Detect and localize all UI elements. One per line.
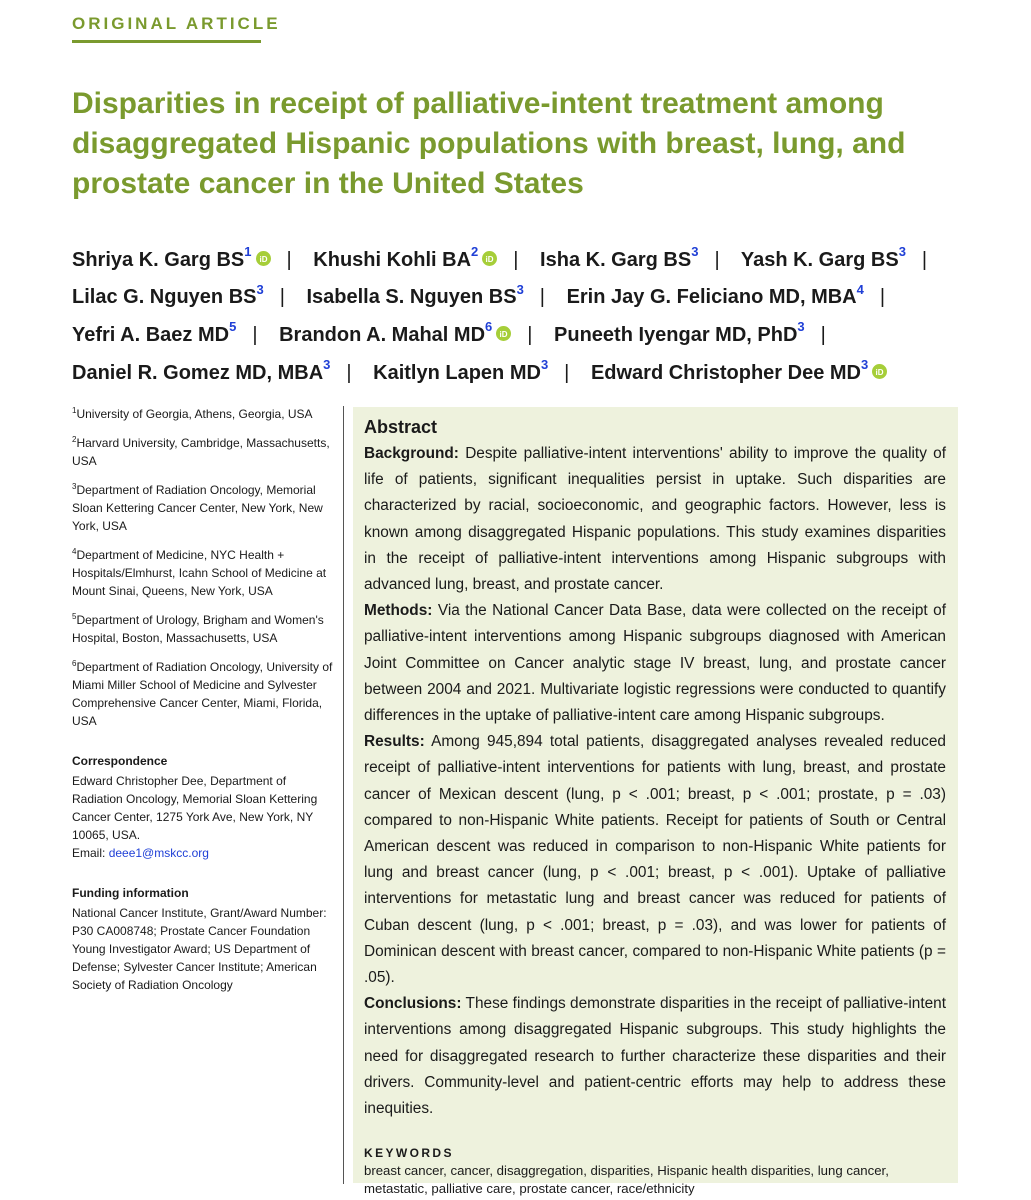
author-separator: | <box>820 323 826 346</box>
author-entry <box>72 244 271 271</box>
author-name: Yefri A. Baez MD <box>72 323 230 346</box>
svg-text:iD: iD <box>485 254 494 264</box>
affiliation-text: Department of Radiation Oncology, Memorial Sloan Kettering Cancer Center, New York, New York, USA <box>72 483 323 533</box>
keywords-heading: KEYWORDS <box>364 1146 454 1161</box>
affiliation-item <box>72 608 334 647</box>
affiliation-item <box>72 402 334 423</box>
correspondence-email-row <box>72 844 334 862</box>
author-affiliation-marker[interactable]: 6 <box>485 319 493 335</box>
author-affiliation-marker[interactable]: 3 <box>540 356 549 372</box>
affiliation-text: Harvard University, Cambridge, Massachusetts, USA <box>72 436 330 468</box>
article-title: Disparities in receipt of palliative-intent treatment among disaggregated Hispanic populations with breast, lung, and prostate cancer in the United States <box>72 87 906 200</box>
affiliation-number: 1 <box>72 406 77 415</box>
affiliation-number: 4 <box>72 547 77 556</box>
affiliation-list <box>72 402 334 730</box>
orcid-icon[interactable] <box>496 326 511 341</box>
author-name: Yash K. Garg BS <box>740 248 899 271</box>
author-separator: | <box>539 286 545 309</box>
abstract-conclusions <box>364 991 946 1122</box>
results-text: Among 945,894 total patients, disaggregated analyses revealed reduced receipt of palliative-intent interventions for patients with lung, breast, and prostate cancer of Mexican descent (lung, p < .001; breast, p < .001; prostate, p = .03) compared to non-Hispanic White patients. Receipt for patients of South or Central American descent was reduced in comparison to non-Hispanic White patients for lung and breast cancer (lung, p < .001; breast, p < .001). Uptake of palliative interventions for metastatic lung and breast cancer was reduced for patients of Cuban descent (lung, p < .001; breast, p = .03), and was lower for patients of Dominican descent with breast cancer, compared to non-Hispanic White patients (p = .05). <box>364 733 946 987</box>
author-entry <box>740 244 906 271</box>
abstract-heading: Abstract <box>364 417 438 437</box>
affiliation-text: Department of Urology, Brigham and Women's Hospital, Boston, Massachusetts, USA <box>72 613 324 645</box>
author-name: Shriya K. Garg BS <box>72 248 245 271</box>
correspondence-heading: Correspondence <box>72 754 168 768</box>
author-entry <box>279 319 511 346</box>
results-label: Results: <box>364 733 425 751</box>
author-affiliation-marker[interactable]: 3 <box>797 319 805 335</box>
author-separator: | <box>527 323 533 346</box>
author-affiliation-marker[interactable]: 3 <box>860 356 869 372</box>
author-name: Kaitlyn Lapen MD <box>373 361 541 384</box>
email-link[interactable]: deee1@mskcc.org <box>108 846 209 860</box>
author-entry <box>554 319 805 346</box>
author-separator: | <box>921 248 928 271</box>
author-affiliation-marker[interactable]: 3 <box>256 281 264 297</box>
author-name: Puneeth Iyengar MD, PhD <box>554 323 798 346</box>
abstract-methods <box>364 598 946 729</box>
correspondence-text: Edward Christopher Dee, Department of Radiation Oncology, Memorial Sloan Kettering Cancer Center, 1275 York Ave, New York, NY 10065, USA. <box>72 774 318 842</box>
affiliation-number: 2 <box>72 435 77 444</box>
author-entry <box>72 319 237 346</box>
author-separator: | <box>286 248 292 271</box>
author-entry <box>313 244 497 271</box>
author-separator: | <box>252 323 258 346</box>
column-divider <box>343 406 344 1184</box>
affiliation-text: Department of Medicine, NYC Health + Hospitals/Elmhurst, Icahn School of Medicine at Mount Sinai, Queens, New York, USA <box>72 548 327 598</box>
affiliation-number: 5 <box>72 612 77 621</box>
orcid-icon[interactable] <box>482 251 497 266</box>
author-affiliation-marker[interactable]: 3 <box>898 244 906 259</box>
affiliation-item <box>72 655 334 730</box>
email-label: Email: <box>72 846 106 860</box>
conclusions-text: These findings demonstrate disparities in the receipt of palliative-intent interventions among disaggregated Hispanic subgroups. This study highlights the need for disaggregated research to further characterize these disparities and their drivers. Community-level and patient-centric efforts may help to address these inequities. <box>364 995 946 1118</box>
author-name: Isabella S. Nguyen BS <box>306 286 517 309</box>
funding-text: National Cancer Institute, Grant/Award Number: P30 CA008748; Prostate Cancer Foundation Young Investigator Award; US Department of Defense; Sylvester Cancer Institute; American Society of Radiation Oncology <box>72 906 327 992</box>
abstract-background <box>364 441 946 598</box>
author-affiliation-marker[interactable]: 3 <box>516 281 524 297</box>
affiliation-item <box>72 431 334 470</box>
section-underline <box>72 40 261 43</box>
author-entry <box>72 281 264 309</box>
affiliation-number: 6 <box>72 659 77 668</box>
affiliation-text: Department of Radiation Oncology, University of Miami Miller School of Medicine and Sylvester Comprehensive Cancer Center, Miami, Florida, USA <box>72 660 333 728</box>
author-affiliation-marker[interactable]: 3 <box>323 356 331 372</box>
section-label: ORIGINAL ARTICLE <box>72 14 281 33</box>
author-entry <box>540 244 699 271</box>
author-list <box>72 238 972 389</box>
author-name: Khushi Kohli BA <box>313 248 472 271</box>
author-separator: | <box>879 286 886 309</box>
author-separator: | <box>513 248 519 271</box>
author-name: Daniel R. Gomez MD, MBA <box>72 361 324 384</box>
funding-heading: Funding information <box>72 886 189 900</box>
sidebar <box>72 402 334 994</box>
author-separator: | <box>564 361 570 384</box>
orcid-icon[interactable] <box>256 251 271 266</box>
methods-label: Methods: <box>364 602 433 620</box>
background-text: Despite palliative-intent interventions' ability to improve the quality of life of patients, significant inequalities persist in uptake. Such disparities are characterized by racial, socioeconomic, and geographic factors. However, less is known among disaggregated Hispanic populations. This study examines disparities in the receipt of palliative-intent interventions among Hispanic subgroups with advanced lung, breast, and prostate cancer. <box>364 445 946 594</box>
background-label: Background: <box>364 445 459 462</box>
conclusions-label: Conclusions: <box>364 995 462 1013</box>
author-entry <box>590 356 887 384</box>
abstract-results <box>364 729 946 991</box>
svg-text:iD: iD <box>499 330 508 340</box>
author-affiliation-marker[interactable]: 3 <box>691 244 699 259</box>
affiliation-text: University of Georgia, Athens, Georgia, USA <box>76 407 313 421</box>
author-name: Edward Christopher Dee MD <box>590 361 861 384</box>
author-separator: | <box>279 286 285 309</box>
author-name: Erin Jay G. Feliciano MD, MBA <box>566 286 857 309</box>
author-name: Lilac G. Nguyen BS <box>72 286 257 309</box>
author-affiliation-marker[interactable]: 4 <box>856 281 864 297</box>
author-affiliation-marker[interactable]: 1 <box>244 244 252 259</box>
affiliation-number: 3 <box>72 482 77 491</box>
author-name: Isha K. Garg BS <box>540 248 692 271</box>
author-entry <box>306 281 524 309</box>
author-entry <box>72 356 331 384</box>
author-entry <box>373 356 549 384</box>
keywords-text: breast cancer, cancer, disaggregation, disparities, Hispanic health disparities, lung cancer, metastatic, palliative care, prostate cancer, race/ethnicity <box>364 1163 889 1197</box>
author-name: Brandon A. Mahal MD <box>279 323 486 346</box>
author-affiliation-marker[interactable]: 5 <box>229 319 237 335</box>
affiliation-item <box>72 543 334 600</box>
author-separator: | <box>714 248 720 271</box>
methods-text: Via the National Cancer Data Base, data were collected on the receipt of palliative-intent interventions among Hispanic subgroups diagnosed with American Joint Committee on Cancer analytic stage IV breast, lung, and prostate cancer between 2004 and 2021. Multivariate logistic regressions were conducted to quantify differences in the uptake of palliative-intent care among Hispanic subgroups. <box>364 602 946 725</box>
svg-text:iD: iD <box>875 367 884 377</box>
affiliation-item <box>72 478 334 535</box>
author-entry <box>566 281 864 309</box>
author-separator: | <box>346 361 352 384</box>
orcid-icon[interactable] <box>872 364 887 379</box>
svg-text:iD: iD <box>259 254 268 264</box>
author-affiliation-marker[interactable]: 2 <box>471 244 479 259</box>
abstract-box <box>353 407 958 1197</box>
